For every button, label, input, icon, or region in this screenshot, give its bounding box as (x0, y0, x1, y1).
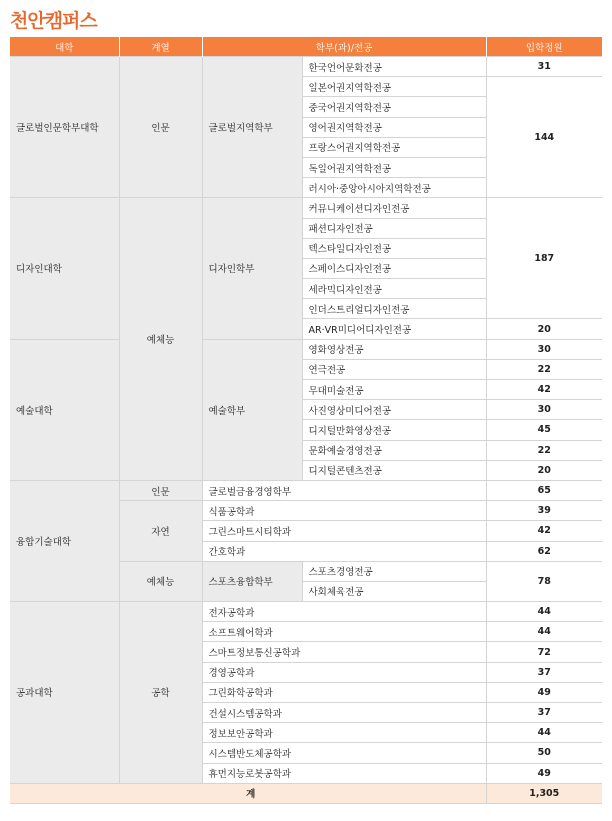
dept-cell: 식품공학과 (202, 501, 486, 521)
dept-cell: 글로벌지역학부 (202, 57, 302, 198)
field-cell: 자연 (119, 501, 202, 562)
dept-cell: 글로벌금융경영학부 (202, 480, 486, 500)
major-cell: 영화영상전공 (302, 339, 486, 359)
major-cell: 사진영상미디어전공 (302, 400, 486, 420)
quota-cell: 62 (486, 541, 602, 561)
major-cell: 커뮤니케이션디자인전공 (302, 198, 486, 218)
quota-cell: 37 (486, 703, 602, 723)
dept-cell: 그린화학공학과 (202, 682, 486, 702)
quota-cell: 22 (486, 359, 602, 379)
total-value: 1,305 (486, 783, 602, 803)
quota-cell: 72 (486, 642, 602, 662)
quota-cell: 42 (486, 521, 602, 541)
quota-cell: 45 (486, 420, 602, 440)
major-cell: 텍스타일디자인전공 (302, 238, 486, 258)
table-row (10, 602, 602, 622)
quota-cell: 187 (486, 198, 602, 319)
major-cell: 디지털만화영상전공 (302, 420, 486, 440)
header-dept: 학부(과)/전공 (202, 37, 486, 57)
major-cell: 패션디자인전공 (302, 218, 486, 238)
major-cell: 러시아·중앙아시아지역학전공 (302, 178, 486, 198)
field-cell: 공학 (119, 602, 202, 784)
major-cell: 연극전공 (302, 359, 486, 379)
header-field: 계열 (119, 37, 202, 57)
quota-cell: 65 (486, 480, 602, 500)
dept-cell: 전자공학과 (202, 602, 486, 622)
page-title: 천안캠퍼스 (10, 10, 97, 32)
table-row (10, 480, 602, 500)
major-cell: 한국언어문화전공 (302, 57, 486, 77)
dept-cell: 시스템반도체공학과 (202, 743, 486, 763)
quota-cell: 22 (486, 440, 602, 460)
field-cell: 인문 (119, 57, 202, 198)
major-cell: 일본어권지역학전공 (302, 77, 486, 97)
major-cell: 프랑스어권지역학전공 (302, 137, 486, 157)
quota-cell: 30 (486, 400, 602, 420)
major-cell: 중국어권지역학전공 (302, 97, 486, 117)
quota-cell: 31 (486, 57, 602, 77)
quota-cell: 39 (486, 501, 602, 521)
dept-cell: 디자인학부 (202, 198, 302, 339)
major-cell: 스포츠경영전공 (302, 561, 486, 581)
quota-cell: 42 (486, 380, 602, 400)
table-row (10, 57, 602, 77)
quota-cell: 20 (486, 460, 602, 480)
major-cell: 디지털콘텐츠전공 (302, 460, 486, 480)
field-cell: 예체능 (119, 198, 202, 481)
quota-cell: 49 (486, 763, 602, 783)
major-cell: 스페이스디자인전공 (302, 258, 486, 278)
field-cell: 예체능 (119, 561, 202, 601)
header-college: 대학 (10, 37, 119, 57)
college-cell: 예술대학 (10, 339, 119, 480)
admission-quota-table (10, 37, 602, 804)
major-cell: 문화예술경영전공 (302, 440, 486, 460)
major-cell: 세라믹디자인전공 (302, 279, 486, 299)
quota-cell: 78 (486, 561, 602, 601)
quota-cell: 20 (486, 319, 602, 339)
total-row (10, 783, 602, 803)
major-cell: 영어권지역학전공 (302, 117, 486, 137)
quota-cell: 144 (486, 77, 602, 198)
total-label: 계 (10, 783, 486, 803)
college-cell: 글로벌인문학부대학 (10, 57, 119, 198)
major-cell: 무대미술전공 (302, 380, 486, 400)
dept-cell: 경영공학과 (202, 662, 486, 682)
field-cell: 인문 (119, 480, 202, 500)
table-header-row (10, 37, 602, 57)
quota-cell: 50 (486, 743, 602, 763)
table-row (10, 339, 602, 359)
dept-cell: 건설시스템공학과 (202, 703, 486, 723)
dept-cell: 간호학과 (202, 541, 486, 561)
quota-cell: 30 (486, 339, 602, 359)
quota-cell: 44 (486, 622, 602, 642)
dept-cell: 정보보안공학과 (202, 723, 486, 743)
major-cell: 인더스트리얼디자인전공 (302, 299, 486, 319)
header-quota: 입학정원 (486, 37, 602, 57)
quota-cell: 44 (486, 723, 602, 743)
dept-cell: 휴먼지능로봇공학과 (202, 763, 486, 783)
major-cell: AR·VR미디어디자인전공 (302, 319, 486, 339)
major-cell: 사회체육전공 (302, 581, 486, 601)
dept-cell: 예술학부 (202, 339, 302, 480)
dept-cell: 스포츠융합학부 (202, 561, 302, 601)
dept-cell: 그린스마트시티학과 (202, 521, 486, 541)
quota-cell: 37 (486, 662, 602, 682)
college-cell: 융합기술대학 (10, 480, 119, 601)
dept-cell: 소프트웨어학과 (202, 622, 486, 642)
college-cell: 공과대학 (10, 602, 119, 784)
quota-cell: 44 (486, 602, 602, 622)
quota-cell: 49 (486, 682, 602, 702)
college-cell: 디자인대학 (10, 198, 119, 339)
major-cell: 독일어권지역학전공 (302, 157, 486, 177)
table-row (10, 198, 602, 218)
dept-cell: 스마트정보통신공학과 (202, 642, 486, 662)
